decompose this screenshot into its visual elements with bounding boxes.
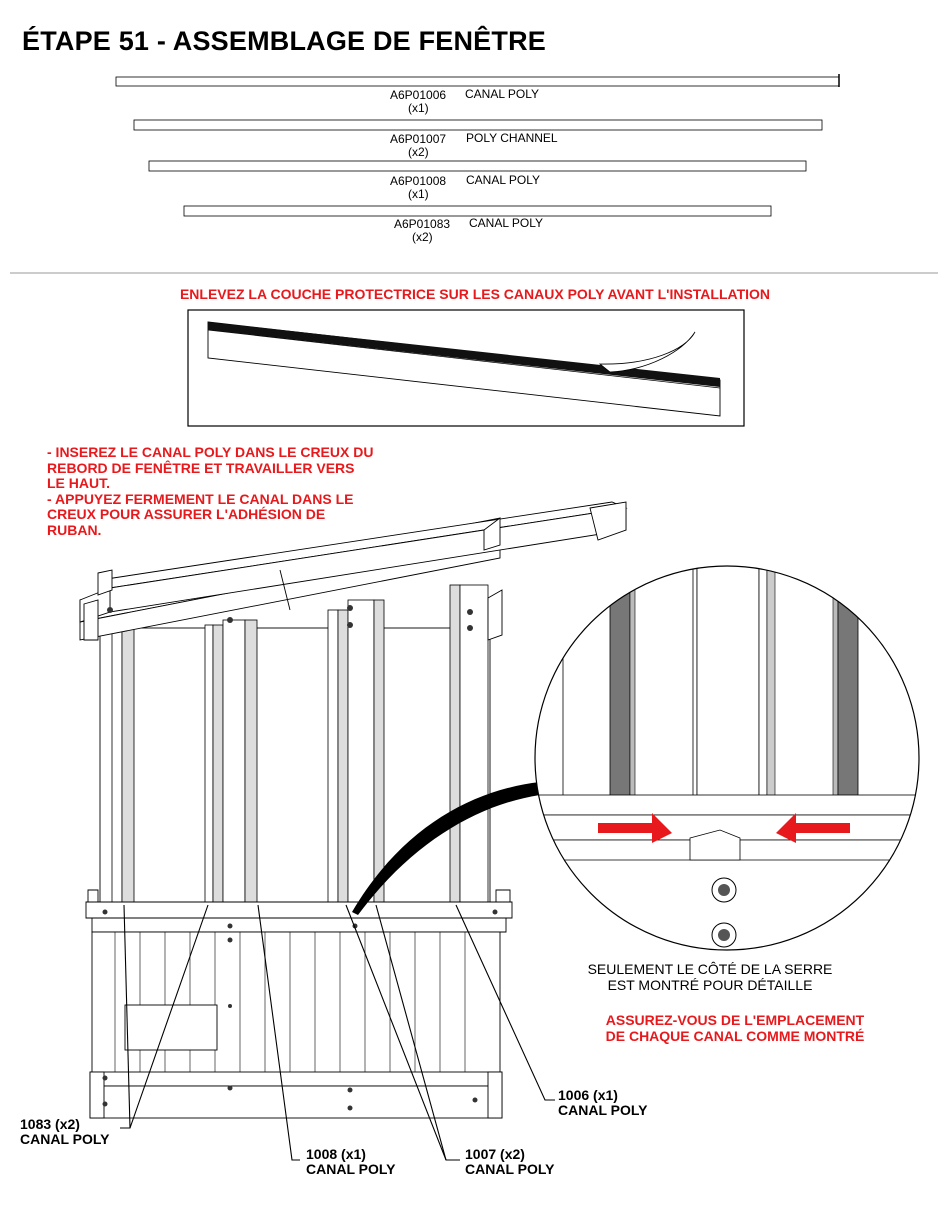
part-label-1083: A6P01083 (x2) xyxy=(394,217,451,244)
part-label-1007: A6P01007 (x2) xyxy=(390,132,447,159)
callout-1006: 1006 (x1) CANAL POLY xyxy=(558,1087,648,1118)
detail-circle xyxy=(530,560,930,960)
page-title: ÉTAPE 51 - ASSEMBLAGE DE FENÊTRE xyxy=(22,26,546,56)
installation-instructions: - INSEREZ LE CANAL POLY DANS LE CREUX DU REBORD DE FENÊTRE ET TRAVAILLER VERS LE HAUT. - APPUYEZ FERMEMENT LE CANAL DANS LE CREUX POUR ASSURER L'ADHÉSION DE RUBAN. xyxy=(47,444,374,538)
part-label-1006: A6P01006 (x1) xyxy=(390,88,447,115)
part-bar-1007 xyxy=(134,120,822,130)
part-label-1008: A6P01008 (x1) xyxy=(390,174,447,201)
callout-1007: 1007 (x2) CANAL POLY xyxy=(465,1146,555,1177)
protective-layer-illustration xyxy=(188,310,744,426)
placement-note: ASSUREZ-VOUS DE L'EMPLACEMENT DE CHAQUE CANAL COMME MONTRÉ xyxy=(605,1012,865,1044)
part-bar-1006 xyxy=(116,77,839,86)
detail-note: SEULEMENT LE CÔTÉ DE LA SERRE EST MONTRÉ POUR DÉTAILLE xyxy=(587,961,833,993)
part-name-1008: CANAL POLY xyxy=(466,173,541,187)
callout-1083: 1083 (x2) CANAL POLY xyxy=(20,1116,110,1147)
part-name-1007: POLY CHANNEL xyxy=(466,131,558,145)
part-bar-1008 xyxy=(149,161,806,171)
protective-layer-warning: ENLEVEZ LA COUCHE PROTECTRICE SUR LES CANAUX POLY AVANT L'INSTALLATION xyxy=(179,286,771,302)
callout-1008: 1008 (x1) CANAL POLY xyxy=(306,1146,396,1177)
part-bar-1083 xyxy=(184,206,771,216)
part-name-1006: CANAL POLY xyxy=(465,87,540,101)
part-name-1083: CANAL POLY xyxy=(469,216,544,230)
